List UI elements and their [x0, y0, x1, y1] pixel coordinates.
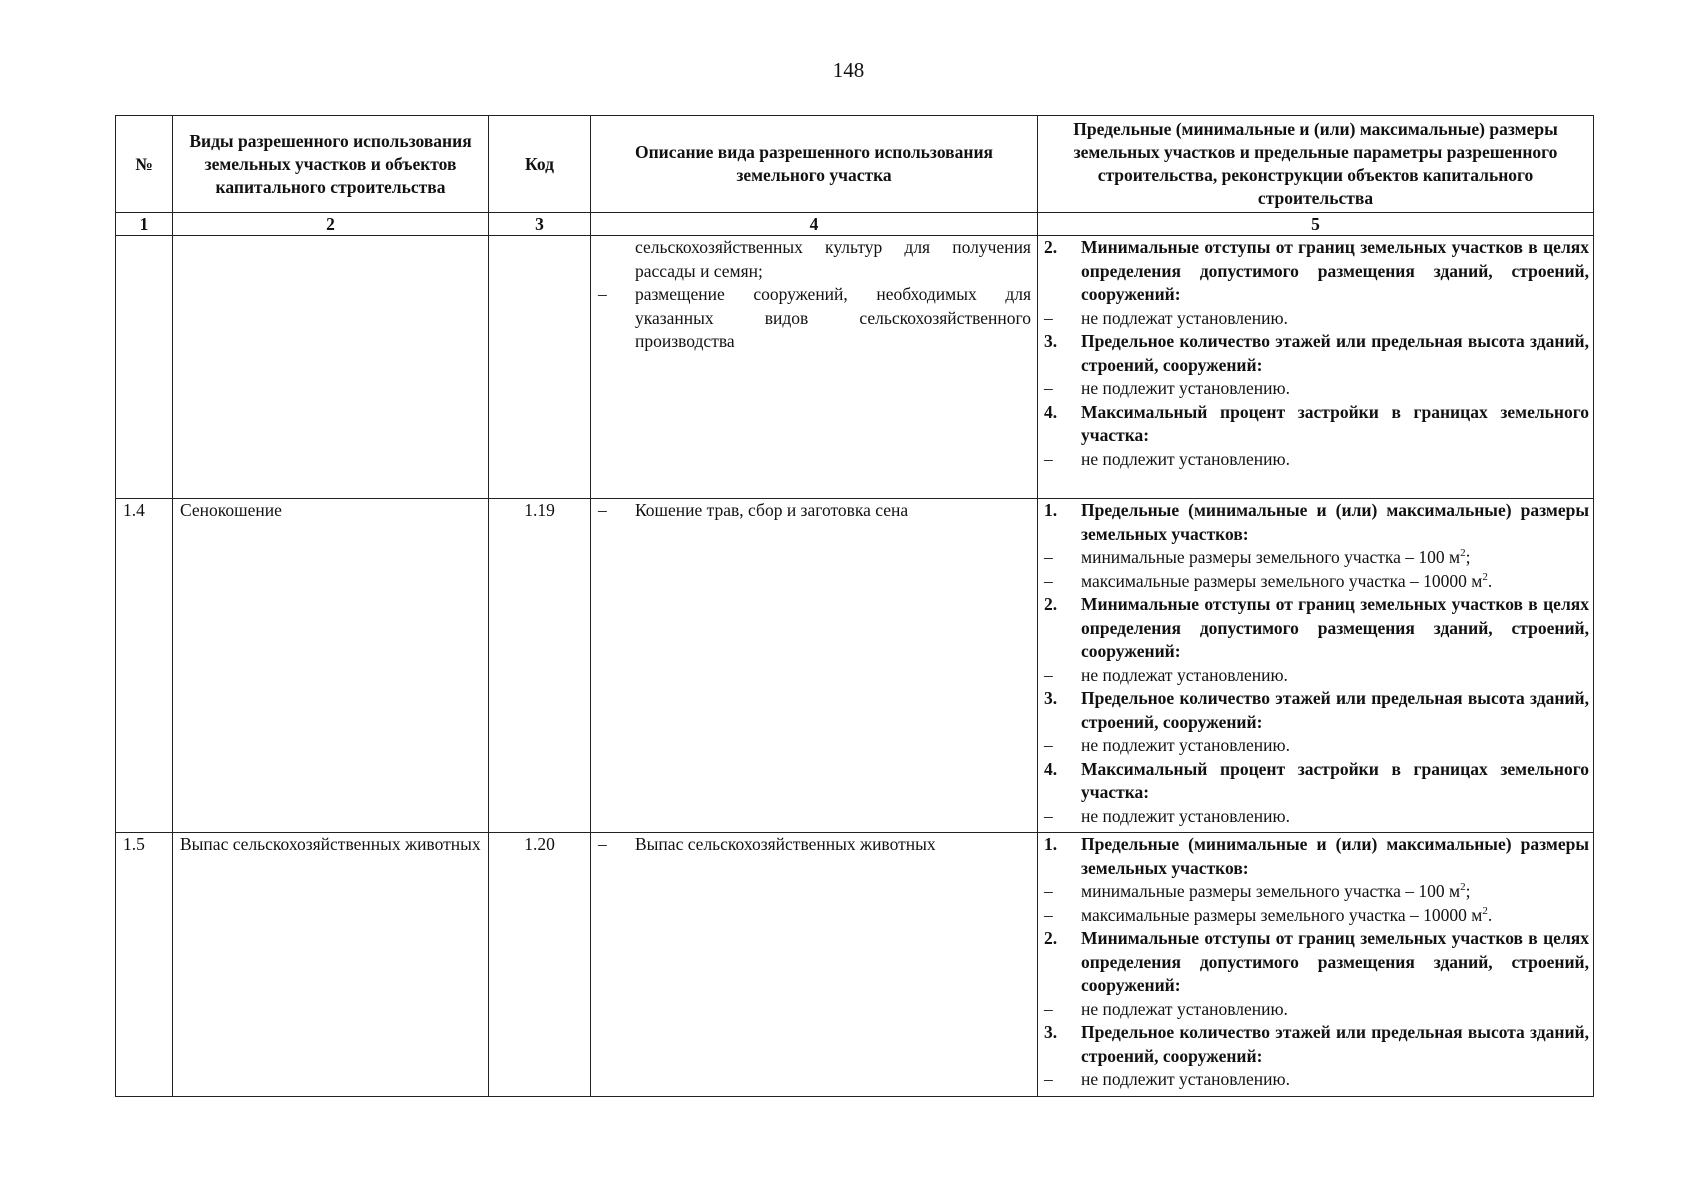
header-code: Код	[489, 116, 591, 213]
item-text: Кошение трав, сбор и заготовка сена	[635, 500, 909, 520]
item-text: размещение сооружений, необходимых для указанных видов сельскохозяйственного производства	[635, 284, 1031, 351]
dash-marker: –	[1044, 881, 1053, 901]
item-text-wrap	[1081, 734, 1589, 758]
item-number: 3.	[1044, 1022, 1058, 1042]
description-item	[598, 283, 1031, 354]
dash-marker: –	[1044, 547, 1053, 567]
parameter-item	[1044, 1021, 1589, 1068]
item-text: Предельные (минимальные и (или) максимальные) размеры земельных участков:	[1081, 500, 1589, 544]
parameter-item	[1044, 330, 1589, 377]
column-number: 1	[116, 213, 173, 236]
dash-marker: –	[598, 284, 607, 304]
item-text-wrap	[1081, 664, 1589, 688]
dash-marker: –	[1044, 570, 1053, 591]
parameter-item	[1044, 593, 1589, 664]
item-text-wrap	[1081, 904, 1589, 928]
description-item	[598, 499, 1031, 523]
item-text-wrap	[1081, 593, 1589, 664]
description-cell	[591, 499, 1038, 833]
parameter-item	[1044, 664, 1589, 688]
item-text: не подлежит установлению.	[1081, 805, 1290, 826]
table-row	[116, 236, 1594, 499]
parameter-item	[1044, 377, 1589, 401]
column-numbers-row	[116, 213, 1594, 236]
table-header-row	[116, 116, 1594, 213]
dash-marker: –	[598, 834, 607, 854]
item-text: сельскохозяйственных культур для получения рассады и семян;	[635, 237, 1031, 281]
parameter-item	[1044, 904, 1589, 928]
item-text-wrap	[1081, 1021, 1589, 1068]
item-text-wrap	[1081, 880, 1589, 904]
parameters-cell	[1038, 236, 1594, 499]
item-text: не подлежит установлению.	[1081, 378, 1290, 398]
dash-marker: –	[1044, 448, 1053, 469]
item-number: 2.	[1044, 237, 1058, 257]
item-text-wrap	[1081, 927, 1589, 998]
item-text: Предельные (минимальные и (или) максимальные) размеры земельных участков:	[1081, 834, 1589, 878]
land-use-code-cell: 1.19	[489, 499, 591, 833]
dash-marker: –	[1044, 664, 1053, 685]
item-text: не подлежат установлению.	[1081, 307, 1288, 328]
item-number: 4.	[1044, 758, 1058, 779]
item-number: 3.	[1044, 688, 1058, 708]
item-text: максимальные размеры земельного участка – 10000 м	[1081, 904, 1483, 925]
parameter-item	[1044, 927, 1589, 998]
land-use-kind-cell	[173, 236, 489, 499]
dash-marker: –	[1044, 735, 1053, 755]
superscript: 2	[1482, 904, 1488, 917]
item-text: не подлежит установлению.	[1081, 448, 1290, 469]
parameter-item	[1044, 546, 1589, 570]
table-row	[116, 499, 1594, 833]
parameter-item	[1044, 401, 1589, 448]
description-item	[598, 236, 1031, 283]
parameter-item	[1044, 307, 1589, 331]
item-text: минимальные размеры земельного участка – 100 м	[1081, 881, 1461, 901]
item-text-wrap	[1081, 1068, 1589, 1092]
column-number: 2	[173, 213, 489, 236]
row-number-cell: 1.4	[116, 499, 173, 833]
item-text-wrap	[635, 499, 1031, 523]
item-text-wrap	[1081, 805, 1589, 829]
item-number: 2.	[1044, 594, 1058, 614]
item-text: Предельное количество этажей или предельная высота зданий, строений, сооружений:	[1081, 331, 1589, 375]
header-num: №	[116, 116, 173, 213]
item-text: не подлежит установлению.	[1081, 735, 1290, 755]
item-text: максимальные размеры земельного участка – 10000 м	[1081, 570, 1483, 591]
description-item	[598, 833, 1031, 857]
parameter-item	[1044, 833, 1589, 880]
item-text-wrap	[1081, 330, 1589, 377]
header-params: Предельные (минимальные и (или) максимальные) размеры земельных участков и предельные параметры разрешенного строительства, реконструкции объектов капитального строительства	[1038, 116, 1594, 213]
row-number-cell: 1.5	[116, 833, 173, 1097]
parameter-item	[1044, 570, 1589, 594]
item-text: Предельное количество этажей или предельная высота зданий, строений, сооружений:	[1081, 688, 1589, 732]
parameter-item	[1044, 734, 1589, 758]
item-text: Предельное количество этажей или предельная высота зданий, строений, сооружений:	[1081, 1022, 1589, 1066]
item-text: Максимальный процент застройки в границах земельного участка:	[1081, 758, 1589, 802]
dash-marker: –	[1044, 805, 1053, 826]
item-text: Максимальный процент застройки в границах земельного участка:	[1081, 401, 1589, 445]
item-text-wrap	[635, 236, 1031, 283]
dash-marker: –	[1044, 998, 1053, 1019]
page-number: 148	[832, 58, 865, 82]
row-number-cell	[116, 236, 173, 499]
superscript: 2	[1460, 881, 1466, 894]
item-number: 1.	[1044, 834, 1058, 854]
dash-marker: –	[598, 500, 607, 520]
item-text: не подлежат установлению.	[1081, 998, 1288, 1019]
item-text: Выпас сельскохозяйственных животных	[635, 834, 936, 854]
column-number: 5	[1038, 213, 1594, 236]
parameters-cell	[1038, 833, 1594, 1097]
item-text-wrap	[1081, 307, 1589, 331]
item-text-wrap	[1081, 998, 1589, 1022]
parameter-item	[1044, 998, 1589, 1022]
parameter-item	[1044, 687, 1589, 734]
item-text-wrap	[1081, 833, 1589, 880]
superscript: 2	[1460, 547, 1466, 560]
parameter-item	[1044, 758, 1589, 805]
item-suffix: ;	[1465, 547, 1471, 567]
land-use-code-cell: 1.20	[489, 833, 591, 1097]
item-text-wrap	[1081, 377, 1589, 401]
item-text-wrap	[1081, 499, 1589, 546]
item-suffix: ;	[1465, 881, 1471, 901]
header-kind: Виды разрешенного использования земельных участков и объектов капитального строительства	[173, 116, 489, 213]
item-text: не подлежит установлению.	[1081, 1069, 1290, 1089]
land-use-kind-cell: Выпас сельскохозяйственных животных	[173, 833, 489, 1097]
dash-marker: –	[1044, 378, 1053, 398]
item-text-wrap	[1081, 570, 1589, 594]
table-row	[116, 833, 1594, 1097]
item-text-wrap	[635, 283, 1031, 354]
item-suffix: .	[1487, 570, 1493, 591]
dash-marker: –	[1044, 1069, 1053, 1089]
parameter-item	[1044, 448, 1589, 472]
land-use-table	[115, 115, 1594, 1097]
dash-marker: –	[1044, 904, 1053, 925]
parameter-item	[1044, 880, 1589, 904]
item-text: Минимальные отступы от границ земельных участков в целях определения допустимого размещения зданий, строений, сооружений:	[1081, 928, 1589, 995]
parameter-item	[1044, 1068, 1589, 1092]
description-cell	[591, 236, 1038, 499]
superscript: 2	[1482, 570, 1488, 583]
land-use-code-cell	[489, 236, 591, 499]
parameters-cell	[1038, 499, 1594, 833]
item-number: 2.	[1044, 928, 1058, 948]
item-text-wrap	[635, 833, 1031, 857]
description-cell	[591, 833, 1038, 1097]
item-text-wrap	[1081, 758, 1589, 805]
column-number: 3	[489, 213, 591, 236]
item-number: 4.	[1044, 401, 1058, 422]
column-number: 4	[591, 213, 1038, 236]
item-suffix: .	[1487, 904, 1493, 925]
parameter-item	[1044, 236, 1589, 307]
header-description: Описание вида разрешенного использования земельного участка	[591, 116, 1038, 213]
item-text-wrap	[1081, 401, 1589, 448]
item-text-wrap	[1081, 687, 1589, 734]
item-text-wrap	[1081, 546, 1589, 570]
item-number: 1.	[1044, 500, 1058, 520]
item-text: не подлежат установлению.	[1081, 664, 1288, 685]
item-text: Минимальные отступы от границ земельных участков в целях определения допустимого размещения зданий, строений, сооружений:	[1081, 237, 1589, 304]
item-text-wrap	[1081, 236, 1589, 307]
item-number: 3.	[1044, 331, 1058, 351]
land-use-kind-cell: Сенокошение	[173, 499, 489, 833]
item-text: Минимальные отступы от границ земельных участков в целях определения допустимого размещения зданий, строений, сооружений:	[1081, 594, 1589, 661]
item-text: минимальные размеры земельного участка – 100 м	[1081, 547, 1461, 567]
parameter-item	[1044, 499, 1589, 546]
dash-marker: –	[1044, 307, 1053, 328]
parameter-item	[1044, 805, 1589, 829]
item-text-wrap	[1081, 448, 1589, 472]
